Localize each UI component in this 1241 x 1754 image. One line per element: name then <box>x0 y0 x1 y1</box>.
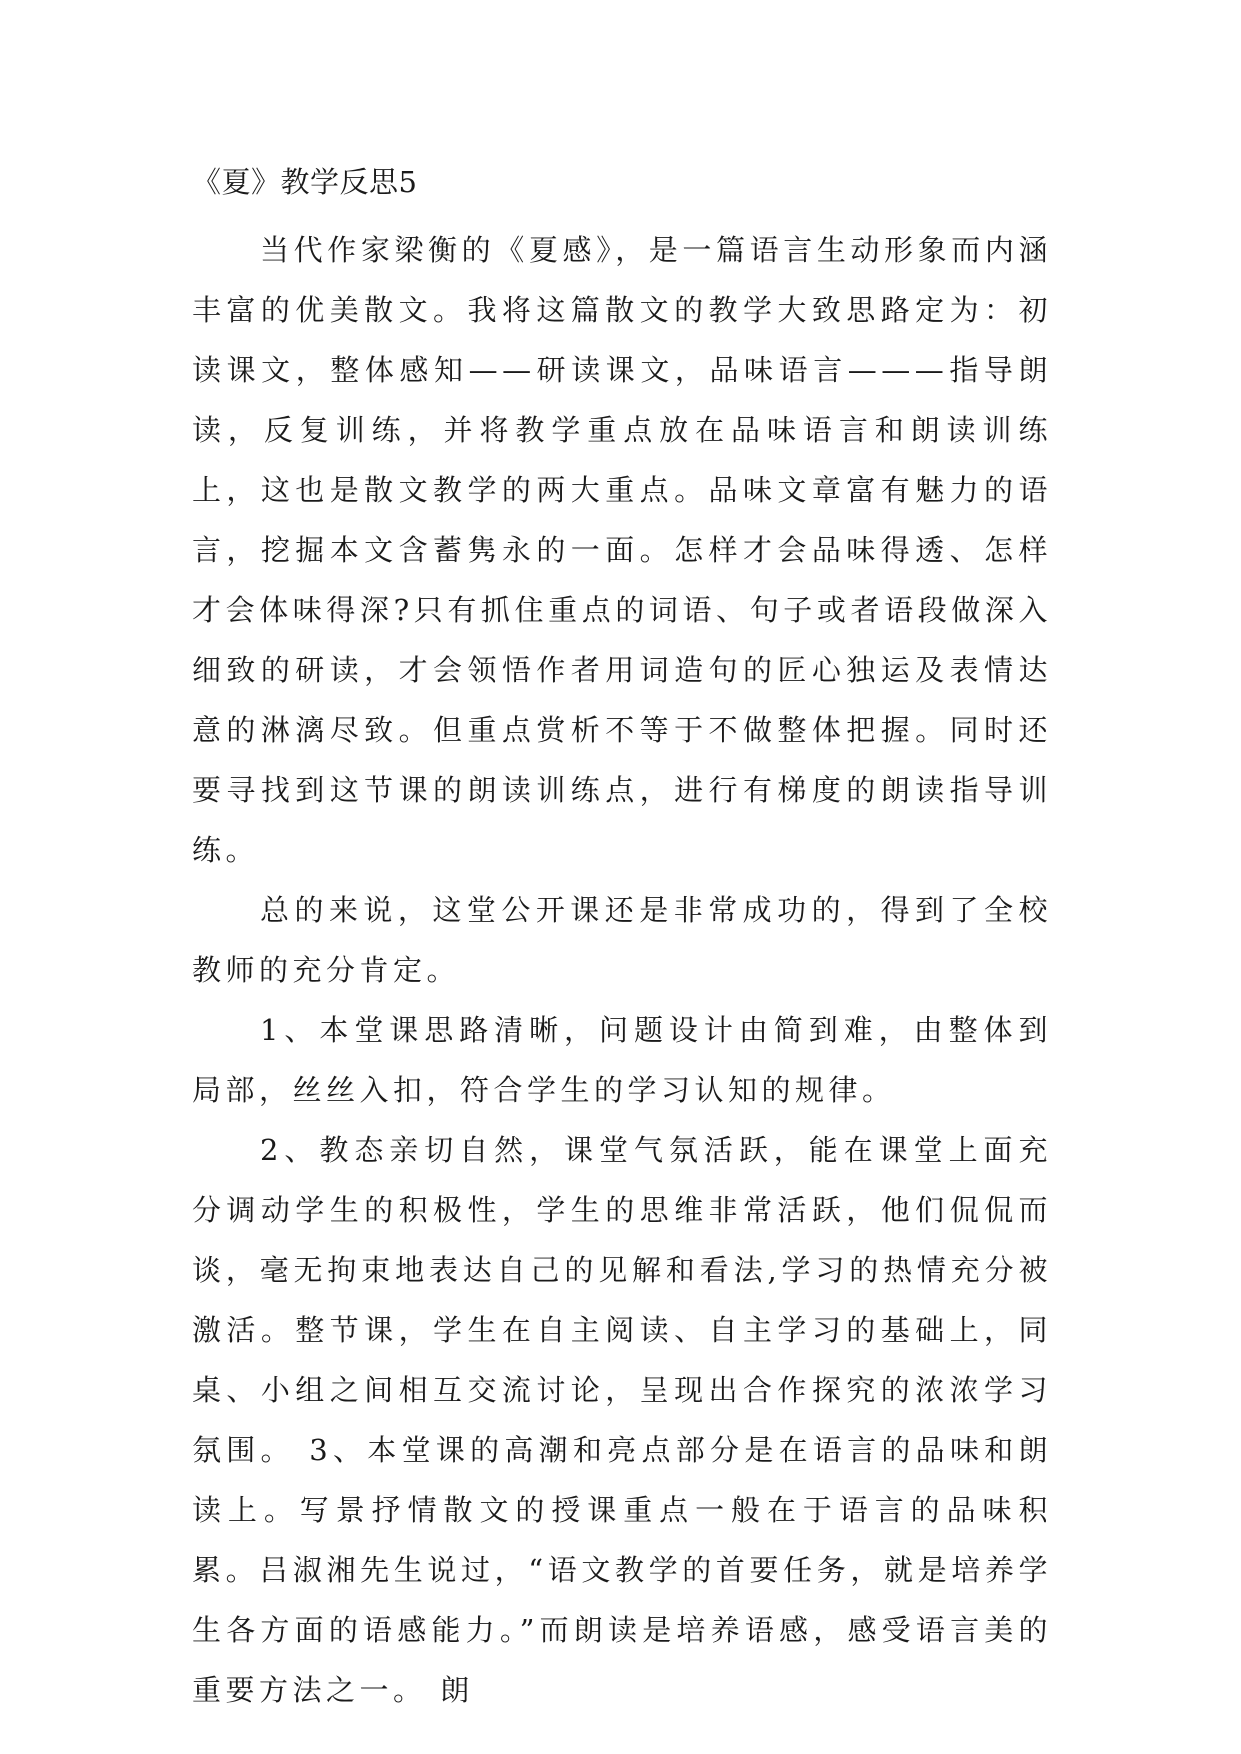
paragraph-point-2: 2、教态亲切自然，课堂气氛活跃，能在课堂上面充分调动学生的积极性，学生的思维非常活跃，他们侃侃而谈，毫无拘束地表达自己的见解和看法,学习的热情充分被激活。整节课，学生在自主阅读、自主学习的基础上，同桌、小组之间相互交流讨论，呈现出合作探究的浓浓学习氛围。 3、本堂课的高潮和亮点部分是在语言的品味和朗读上。写景抒情散文的授课重点一般在于语言的品味积累。吕淑湘先生说过，“语文教学的首要任务，就是培养学生各方面的语感能力。”而朗读是培养语感，感受语言美的重要方法之一。 朗 <box>192 1133 1052 1707</box>
paragraph-point-1: 1、本堂课思路清晰，问题设计由简到难，由整体到局部，丝丝入扣，符合学生的学习认知的规律。 <box>192 1013 1052 1107</box>
document-title: 《夏》教学反思5 <box>192 165 418 199</box>
document-body <box>192 220 1052 1720</box>
paragraph-intro: 当代作家梁衡的《夏感》，是一篇语言生动形象而内涵丰富的优美散文。我将这篇散文的教学大致思路定为：初读课文，整体感知——研读课文，品味语言———指导朗读，反复训练，并将教学重点放在品味语言和朗读训练上，这也是散文教学的两大重点。品味文章富有魅力的语言，挖掘本文含蓄隽永的一面。怎样才会品味得透、怎样才会体味得深?只有抓住重点的词语、句子或者语段做深入细致的研读，才会领悟作者用词造句的匠心独运及表情达意的淋漓尽致。但重点赏析不等于不做整体把握。同时还要寻找到这节课的朗读训练点，进行有梯度的朗读指导训练。 <box>192 233 1052 867</box>
paragraph-summary: 总的来说，这堂公开课还是非常成功的，得到了全校教师的充分肯定。 <box>192 893 1052 987</box>
